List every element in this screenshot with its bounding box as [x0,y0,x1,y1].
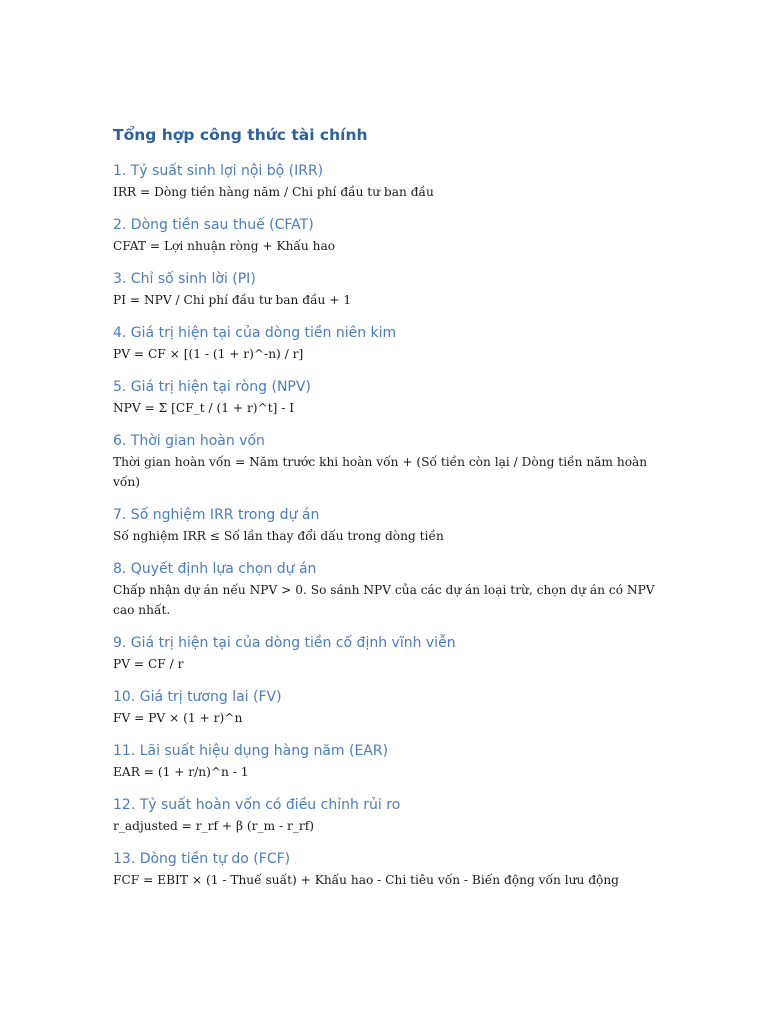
formula-section-cfat [113,214,658,256]
section-heading: 5. Giá trị hiện tại ròng (NPV) [113,379,311,395]
formula-section-irr-roots [113,504,658,546]
formula-section-pi [113,268,658,310]
document-page [113,124,658,902]
section-heading: 2. Dòng tiền sau thuế (CFAT) [113,217,314,233]
section-heading: 13. Dòng tiền tự do (FCF) [113,851,291,867]
section-heading: 11. Lãi suất hiệu dụng hàng năm (EAR) [113,743,389,759]
formula-text: PI = NPV / Chi phí đầu tư ban đầu + 1 [113,293,352,307]
formula-section-ear [113,740,658,782]
section-heading: 10. Giá trị tương lai (FV) [113,689,282,705]
section-heading: 12. Tỷ suất hoàn vốn có điều chỉnh rủi ro [113,797,401,813]
formula-text: PV = CF / r [113,657,184,671]
formula-text: Chấp nhận dự án nếu NPV > 0. So sánh NPV của các dự án loại trừ, chọn dự án có NPV cao nhất. [113,583,655,617]
formula-text: Số nghiệm IRR ≤ Số lần thay đổi dấu trong dòng tiền [113,529,444,543]
formula-text: r_adjusted = r_rf + β (r_m - r_rf) [113,819,314,833]
formula-section-irr [113,160,658,202]
section-heading: 9. Giá trị hiện tại của dòng tiền cố định vĩnh viễn [113,635,456,651]
section-heading: 3. Chỉ số sinh lời (PI) [113,271,256,287]
section-heading: 1. Tỷ suất sinh lợi nội bộ (IRR) [113,163,324,179]
formula-text: IRR = Dòng tiền hàng năm / Chi phí đầu tư ban đầu [113,185,434,199]
formula-section-project-decision [113,558,658,620]
formula-text: EAR = (1 + r/n)^n - 1 [113,765,249,779]
formula-text: Thời gian hoàn vốn = Năm trước khi hoàn vốn + (Số tiền còn lại / Dòng tiền năm hoàn vốn) [113,455,648,489]
section-heading: 8. Quyết định lựa chọn dự án [113,561,317,577]
formula-section-perpetuity-pv [113,632,658,674]
formula-text: CFAT = Lợi nhuận ròng + Khấu hao [113,239,336,253]
formula-text: FV = PV × (1 + r)^n [113,711,243,725]
section-heading: 4. Giá trị hiện tại của dòng tiền niên kim [113,325,397,341]
formula-section-risk-adjusted [113,794,658,836]
section-heading: 7. Số nghiệm IRR trong dự án [113,507,320,523]
formula-text: PV = CF × [(1 - (1 + r)^-n) / r] [113,347,304,361]
formula-section-payback [113,430,658,492]
formula-text: FCF = EBIT × (1 - Thuế suất) + Khấu hao - Chi tiêu vốn - Biến động vốn lưu động [113,873,619,887]
formula-section-annuity-pv [113,322,658,364]
formula-section-fcf [113,848,658,890]
formula-text: NPV = Σ [CF_t / (1 + r)^t] - I [113,401,295,415]
section-heading: 6. Thời gian hoàn vốn [113,433,265,449]
page-title: Tổng hợp công thức tài chính [113,126,368,144]
formula-section-npv [113,376,658,418]
formula-section-fv [113,686,658,728]
